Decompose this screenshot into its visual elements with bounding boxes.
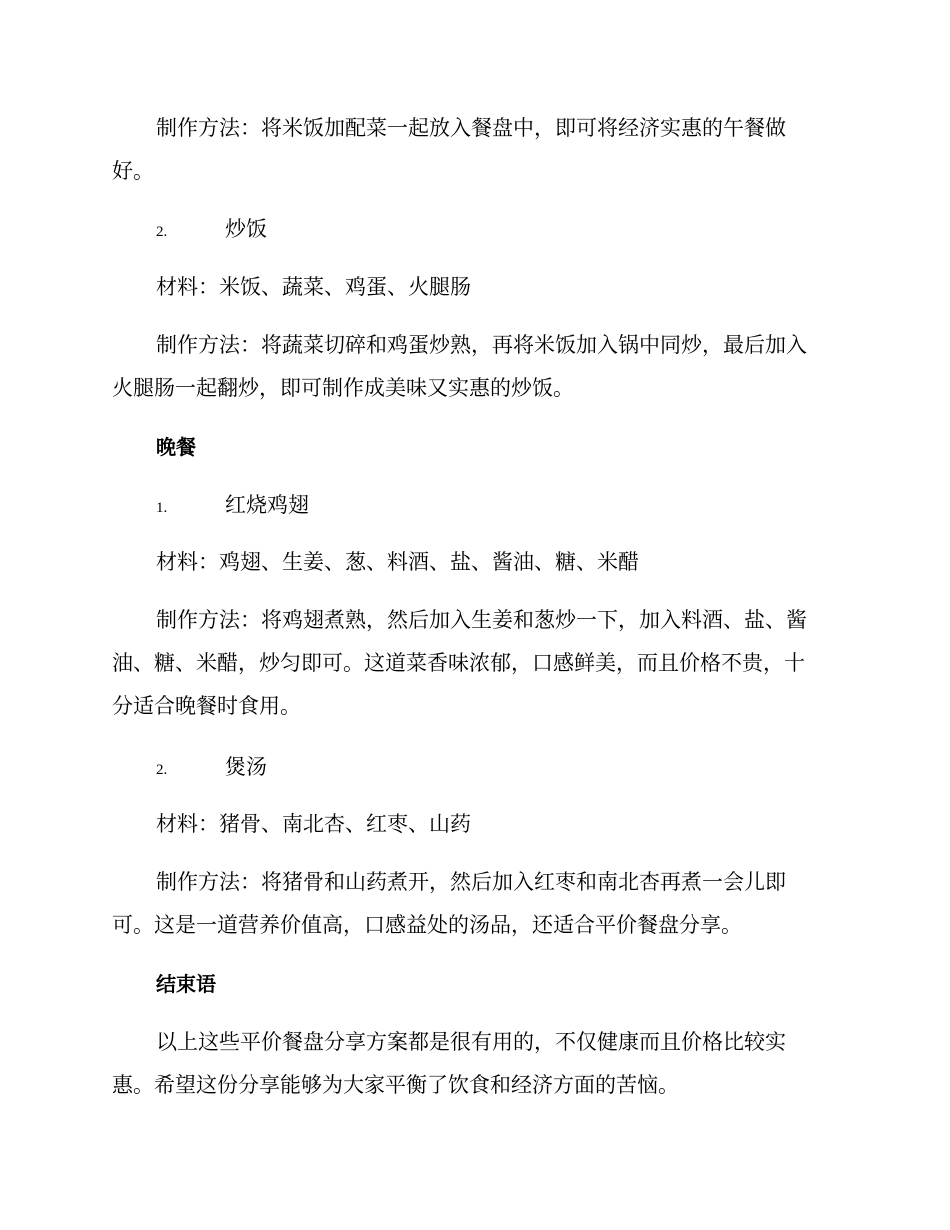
dinner-section-heading: 晚餐 — [156, 435, 196, 459]
paragraph-line: 好。 — [112, 159, 154, 183]
list-number: 2. — [156, 224, 168, 240]
list-item-title: 红烧鸡翅 — [225, 493, 309, 517]
dinner-item-2-method-paragraph — [112, 861, 832, 947]
paragraph-line: 分适合晚餐时食用。 — [112, 694, 301, 718]
list-number: 1. — [156, 500, 168, 516]
conclusion-paragraph — [112, 1021, 832, 1107]
lunch-method-1-paragraph — [112, 107, 832, 193]
list-item-title: 炒饭 — [225, 217, 267, 241]
dinner-item-2-materials: 材料：猪骨、南北杏、红枣、山药 — [156, 812, 471, 836]
dinner-item-1-heading — [112, 484, 876, 530]
paragraph-line: 制作方法：将蔬菜切碎和鸡蛋炒熟，再将米饭加入锅中同炒，最后加入 — [156, 333, 807, 357]
dinner-item-1-method-paragraph — [112, 599, 832, 728]
paragraph-line: 制作方法：将米饭加配菜一起放入餐盘中，即可将经济实惠的午餐做 — [156, 116, 786, 140]
paragraph-line: 可。这是一道营养价值高，口感益处的汤品，还适合平价餐盘分享。 — [112, 913, 742, 937]
lunch-item-2-heading — [112, 208, 876, 254]
dinner-item-1-materials: 材料：鸡翅、生姜、葱、料酒、盐、酱油、糖、米醋 — [156, 550, 639, 574]
paragraph-line: 惠。希望这份分享能够为大家平衡了饮食和经济方面的苦恼。 — [112, 1073, 679, 1097]
paragraph-line: 制作方法：将鸡翅煮熟，然后加入生姜和葱炒一下，加入料酒、盐、酱 — [156, 608, 807, 632]
paragraph-line: 制作方法：将猪骨和山药煮开，然后加入红枣和南北杏再煮一会儿即 — [156, 870, 786, 894]
lunch-item-2-materials: 材料：米饭、蔬菜、鸡蛋、火腿肠 — [156, 275, 471, 299]
list-item-title: 煲汤 — [225, 755, 267, 779]
paragraph-line: 以上这些平价餐盘分享方案都是很有用的，不仅健康而且价格比较实 — [156, 1030, 786, 1054]
list-number: 2. — [156, 762, 168, 778]
dinner-item-2-heading — [112, 746, 876, 792]
paragraph-line: 油、糖、米醋，炒匀即可。这道菜香味浓郁，口感鲜美，而且价格不贵，十 — [112, 651, 805, 675]
paragraph-line: 火腿肠一起翻炒，即可制作成美味又实惠的炒饭。 — [112, 376, 574, 400]
lunch-item-2-method-paragraph — [112, 324, 832, 410]
conclusion-section-heading: 结束语 — [156, 972, 216, 996]
